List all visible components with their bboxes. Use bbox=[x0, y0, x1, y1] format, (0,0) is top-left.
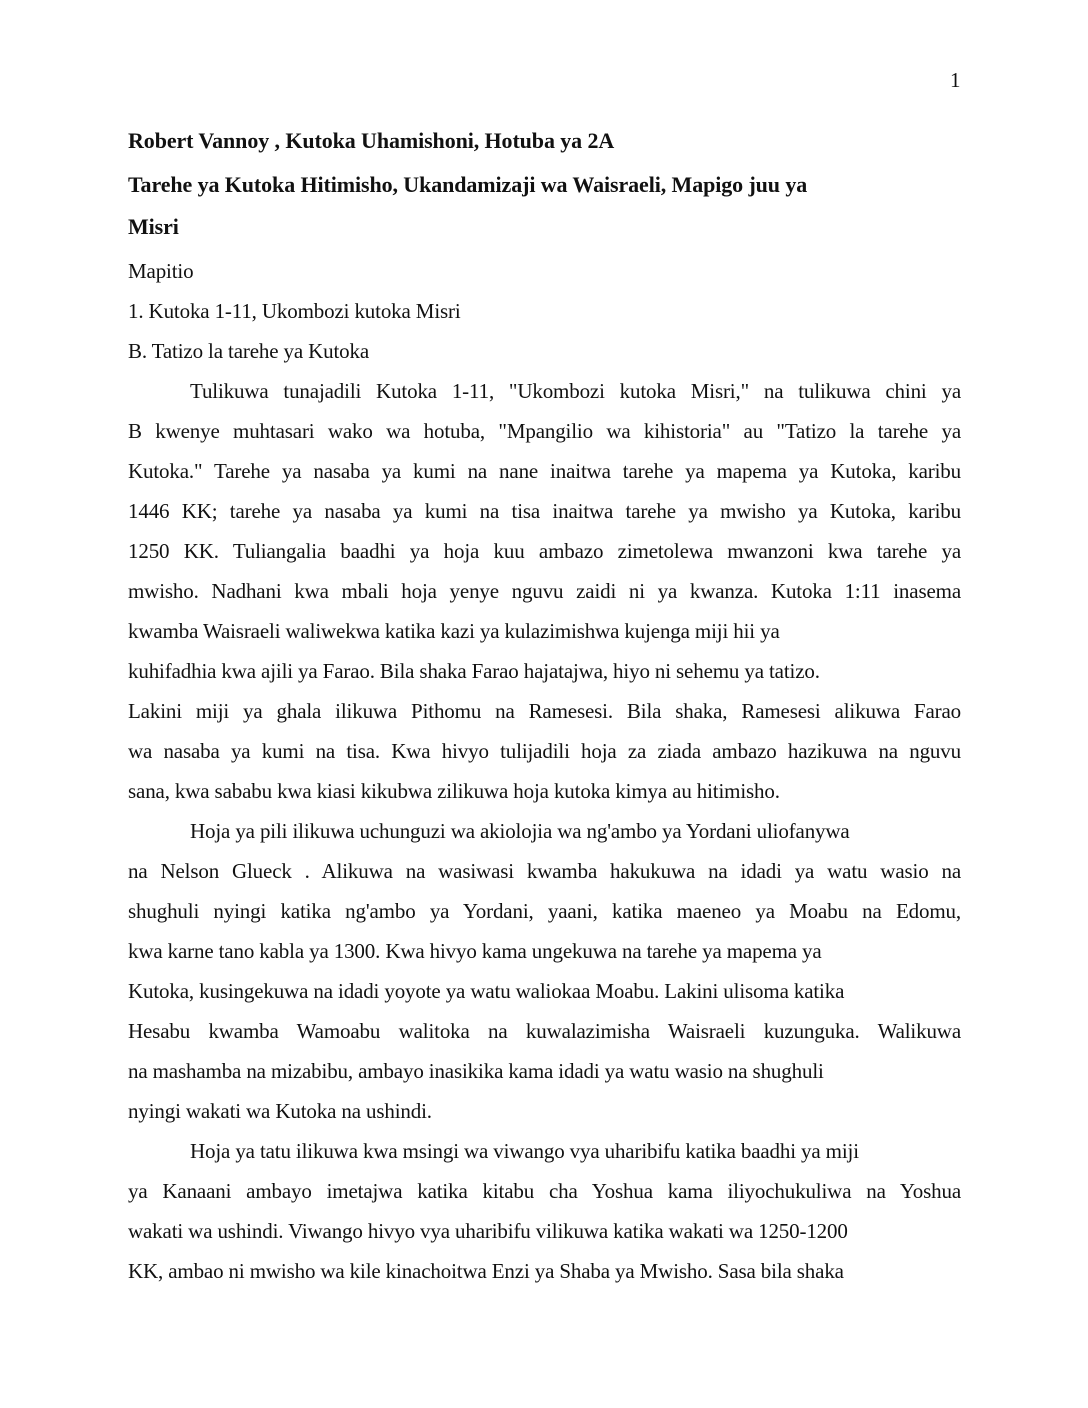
document-title-line-2: Tarehe ya Kutoka Hitimisho, Ukandamizaji wa Waisraeli, Mapigo juu ya bbox=[128, 172, 808, 197]
paragraph-1-line: mwisho. Nadhani kwa mbali hoja yenye nguvu zaidi ni ya kwanza. Kutoka 1:11 inasema bbox=[128, 579, 961, 603]
paragraph-3-line: KK, ambao ni mwisho wa kile kinachoitwa Enzi ya Shaba ya Mwisho. Sasa bila shaka bbox=[128, 1259, 844, 1283]
paragraph-1-line: 1250 KK. Tuliangalia baadhi ya hoja kuu ambazo zimetolewa mwanzoni kwa tarehe ya bbox=[128, 539, 961, 563]
page-number: 1 bbox=[950, 68, 961, 92]
paragraph-2-line: shughuli nyingi katika ng'ambo ya Yordani, yaani, katika maeneo ya Moabu na Edomu, bbox=[128, 899, 961, 923]
outline-heading: Mapitio bbox=[128, 259, 194, 283]
paragraph-3-line: ya Kanaani ambayo imetajwa katika kitabu cha Yoshua kama iliyochukuliwa na Yoshua bbox=[128, 1179, 961, 1203]
document-title-line-3: Misri bbox=[128, 214, 179, 239]
paragraph-3-line: wakati wa ushindi. Viwango hivyo vya uharibifu vilikuwa katika wakati wa 1250-1200 bbox=[128, 1219, 848, 1243]
outline-item-b: B. Tatizo la tarehe ya Kutoka bbox=[128, 339, 370, 363]
document-title-line-1: Robert Vannoy , Kutoka Uhamishoni, Hotuba ya 2A bbox=[128, 128, 615, 153]
outline-item-1: 1. Kutoka 1-11, Ukombozi kutoka Misri bbox=[128, 299, 461, 323]
paragraph-1-line: kwamba Waisraeli waliwekwa katika kazi ya kulazimishwa kujenga miji hii ya bbox=[128, 619, 780, 643]
paragraph-1-line: Tulikuwa tunajadili Kutoka 1-11, "Ukombozi kutoka Misri," na tulikuwa chini ya bbox=[190, 379, 961, 403]
paragraph-1-line: sana, kwa sababu kwa kiasi kikubwa zilikuwa hoja kutoka kimya au hitimisho. bbox=[128, 779, 780, 803]
paragraph-2-line: Kutoka, kusingekuwa na idadi yoyote ya watu waliokaa Moabu. Lakini ulisoma katika bbox=[128, 979, 845, 1003]
paragraph-2-line: na mashamba na mizabibu, ambayo inasikika kama idadi ya watu wasio na shughuli bbox=[128, 1059, 824, 1083]
paragraph-2-line: kwa karne tano kabla ya 1300. Kwa hivyo kama ungekuwa na tarehe ya mapema ya bbox=[128, 939, 822, 963]
paragraph-2-line: Hesabu kwamba Wamoabu walitoka na kuwalazimisha Waisraeli kuzunguka. Walikuwa bbox=[128, 1019, 961, 1043]
paragraph-1-line: wa nasaba ya kumi na tisa. Kwa hivyo tulijadili hoja za ziada ambazo hazikuwa na nguvu bbox=[128, 739, 961, 763]
paragraph-1-line: kuhifadhia kwa ajili ya Farao. Bila shaka Farao hajatajwa, hiyo ni sehemu ya tatizo. bbox=[128, 659, 820, 683]
paragraph-1-line: 1446 KK; tarehe ya nasaba ya kumi na tisa inaitwa tarehe ya mwisho ya Kutoka, karibu bbox=[128, 499, 961, 523]
paragraph-1-line: B kwenye muhtasari wako wa hotuba, "Mpangilio wa kihistoria" au "Tatizo la tarehe ya bbox=[128, 419, 961, 443]
paragraph-2-line: Hoja ya pili ilikuwa uchunguzi wa akiolojia wa ng'ambo ya Yordani uliofanywa bbox=[190, 819, 850, 843]
paragraph-2-line: nyingi wakati wa Kutoka na ushindi. bbox=[128, 1099, 432, 1123]
paragraph-3-line: Hoja ya tatu ilikuwa kwa msingi wa viwango vya uharibifu katika baadhi ya miji bbox=[190, 1139, 859, 1163]
paragraph-2-line: na Nelson Glueck . Alikuwa na wasiwasi kwamba hakukuwa na idadi ya watu wasio na bbox=[128, 859, 961, 883]
paragraph-1-line: Kutoka." Tarehe ya nasaba ya kumi na nane inaitwa tarehe ya mapema ya Kutoka, karibu bbox=[128, 459, 961, 483]
paragraph-1-line: Lakini miji ya ghala ilikuwa Pithomu na Ramesesi. Bila shaka, Ramesesi alikuwa Farao bbox=[128, 699, 961, 723]
